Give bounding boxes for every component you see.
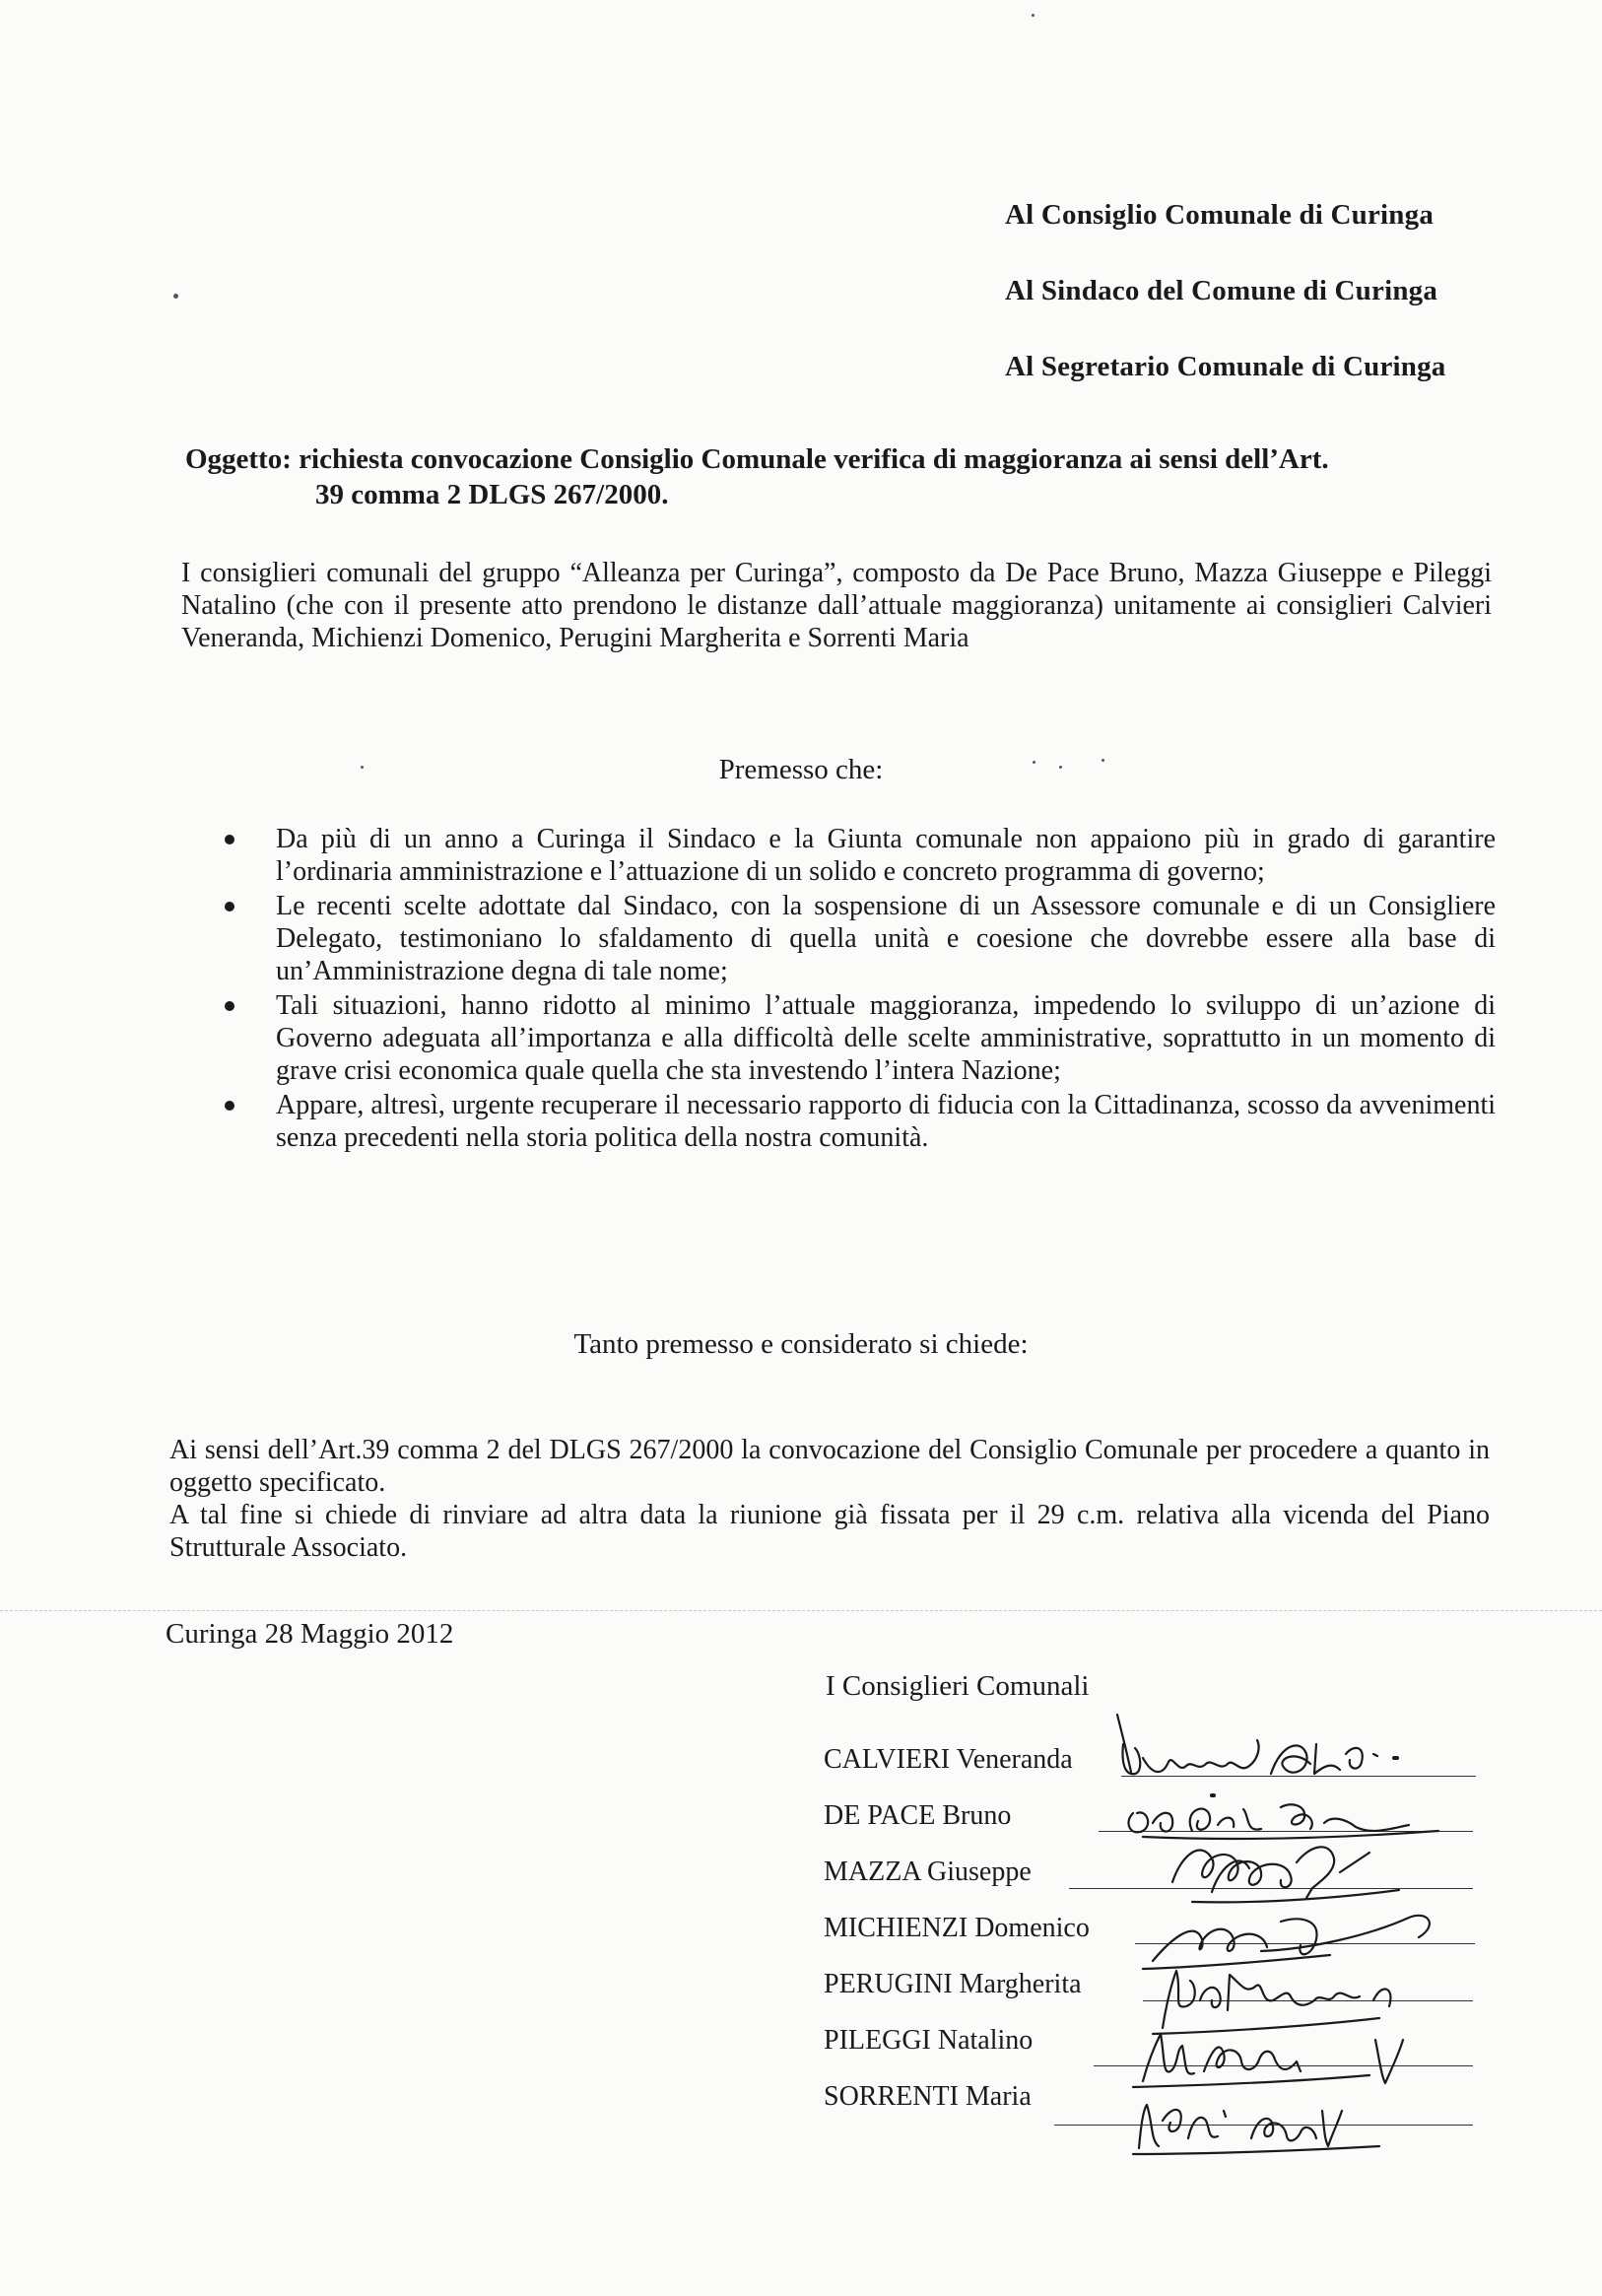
bullet-dot-icon [225,1101,234,1111]
date-line: Curinga 28 Maggio 2012 [166,1618,454,1650]
tanto-heading: Tanto premesso e considerato si chiede: [573,1328,1029,1360]
bullet-dot-icon [225,902,234,912]
request-block [169,1434,1490,1564]
scan-speck [1059,766,1062,769]
bullet-dot-icon [225,1001,234,1011]
signer-name: SORRENTI Maria [824,2081,1032,2112]
scan-speck [173,294,178,299]
addressee-secretary: Al Segretario Comunale di Curinga [1005,351,1446,382]
signer-name: MICHIENZI Domenico [824,1913,1090,1943]
scan-speck [361,766,364,769]
scan-speck [1033,761,1035,764]
subject-line-1: Oggetto: richiesta convocazione Consiglio Comunale verifica di maggioranza ai sensi dell’Art. [185,443,1329,475]
premise-item: Appare, altresì, urgente recuperare il necessario rapporto di fiducia con la Cittadinanza, scosso da avvenimenti senza precedenti nella storia politica della nostra comunità. [225,1089,1496,1154]
scan-divider [0,1610,1602,1611]
premesso-heading: Premesso che: [718,754,884,785]
premises-list [225,823,1496,1156]
subject-line [185,441,1486,512]
addressee-council: Al Consiglio Comunale di Curinga [1005,199,1435,231]
subject-line-2: 39 comma 2 DLGS 267/2000. [315,479,669,510]
intro-paragraph: I consiglieri comunali del gruppo “Alleanza per Curinga”, composto da De Pace Bruno, Mazza Giuseppe e Pileggi Natalino (che con il presente atto prendono le distanze dall’attuale maggioranza) unitamente ai consiglieri Calvieri Veneranda, Michienzi Domenico, Perugini Margherita e Sorrenti Maria [181,558,1492,653]
signer-name: PILEGGI Natalino [824,2025,1034,2056]
signer-name: CALVIERI Veneranda [824,1744,1073,1775]
request-paragraph: Ai sensi dell’Art.39 comma 2 del DLGS 267/2000 la convocazione del Consiglio Comunale per procedere a quanto in oggetto specificato. [169,1435,1490,1498]
premise-item: Le recenti scelte adottate dal Sindaco, con la sospensione di un Assessore comunale e di un Consigliere Delegato, testimoniano lo sfaldamento di quella unità e coesione che dovrebbe essere alla base di un’Amministrazione degna di tale nome; [225,890,1496,987]
request-paragraph: A tal fine si chiede di rinviare ad altra data la riunione già fissata per il 29 c.m. relativa alla vicenda del Piano Strutturale Associato. [169,1500,1490,1563]
signatures-graphic [1113,1715,1537,2178]
scan-speck [1032,14,1035,17]
addressee-mayor: Al Sindaco del Comune di Curinga [1005,275,1438,306]
premise-item: Tali situazioni, hanno ridotto al minimo l’attuale maggioranza, impedendo lo sviluppo di un’azione di Governo adeguata all’importanza e alla difficoltà delle scelte amministrative, soprattutto in un momento di grave crisi economica quale quella che sta investendo l’intera Nazione; [225,989,1496,1087]
signer-name: DE PACE Bruno [824,1800,1012,1831]
signers-title: I Consiglieri Comunali [826,1670,1090,1702]
scan-speck [1101,759,1104,762]
premise-item: Da più di un anno a Curinga il Sindaco e la Giunta comunale non appaiono più in grado di garantire l’ordinaria amministrazione e l’attuazione di un solido e concreto programma di governo; [225,823,1496,888]
bullet-dot-icon [225,835,234,844]
signer-name: PERUGINI Margherita [824,1969,1082,1999]
signer-name: MAZZA Giuseppe [824,1857,1032,1887]
